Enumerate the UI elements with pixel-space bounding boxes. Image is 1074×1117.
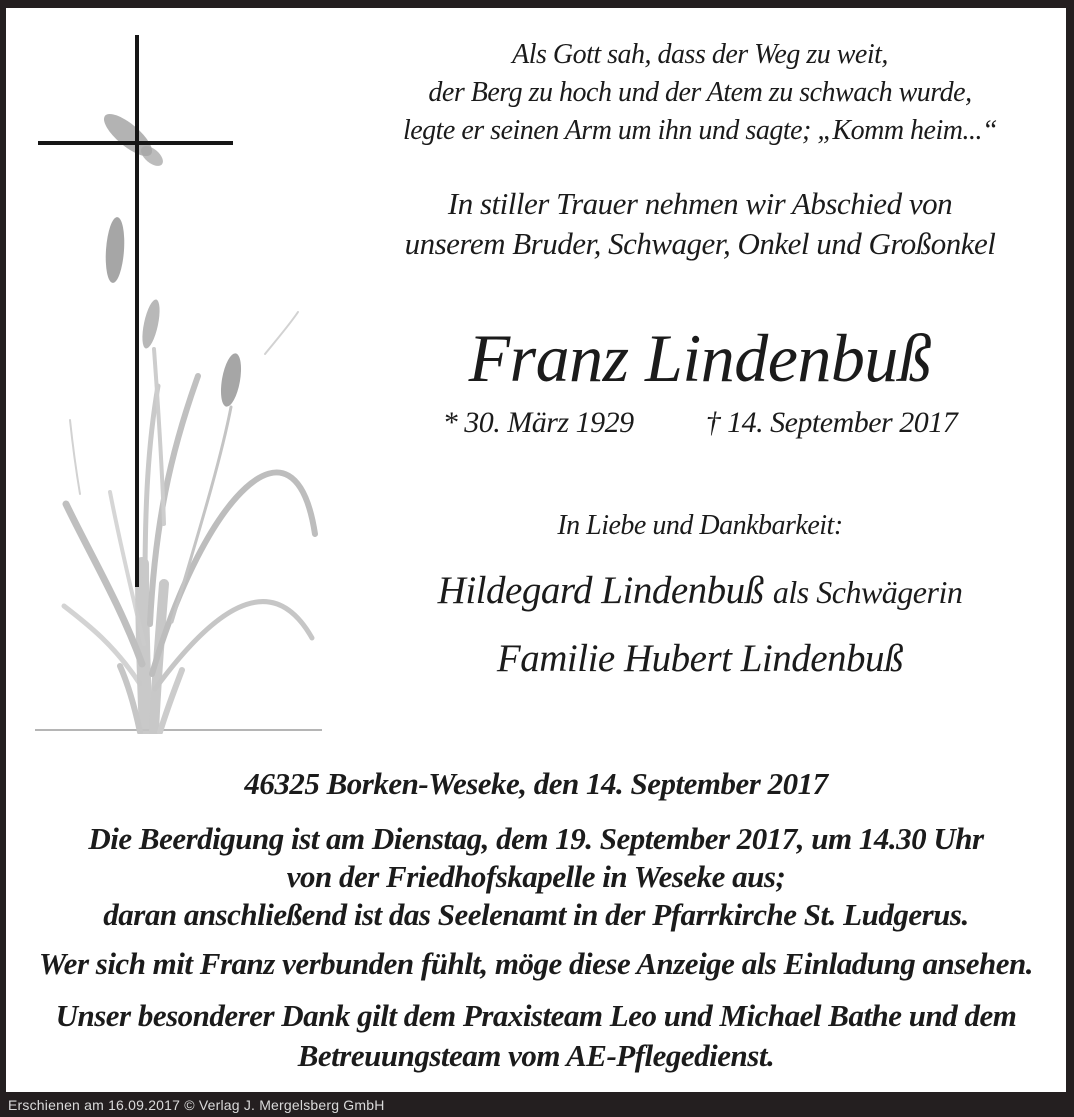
funeral-line: Die Beerdigung ist am Dienstag, dem 19. September 2017, um 14.30 Uhr [88,821,984,856]
life-dates [361,406,1039,440]
tribute-line: In Liebe und Dankbarkeit: [557,510,843,541]
mourner-name: Hildegard Lindenbuß [437,569,764,612]
poem-verse [361,36,1039,150]
cattail-heads-shape [98,107,245,408]
mourner-relation: als Schwägerin [772,574,963,610]
mourning-intro [361,184,1039,264]
mourner-family: Familie Hubert Lindenbuß [496,637,904,680]
intro-line: unserem Bruder, Schwager, Onkel und Großonkel [404,226,996,261]
cross-cattails-illustration [30,24,340,734]
funeral-line: daran anschließend ist das Seelenamt in der Pfarrkirche St. Ludgerus. [103,897,969,932]
intro-line: In stiller Trauer nehmen wir Abschied von [447,186,953,221]
mourner-primary [361,568,1039,613]
poem-line: Als Gott sah, dass der Weg zu weit, [512,39,888,70]
publisher-bar [0,1092,1074,1117]
place-date-line: 46325 Borken-Weseke, den 14. September 2017 [244,766,828,801]
deceased-name: Franz Lindenbuß [468,320,932,396]
plant-leaves-shape [64,312,315,689]
poem-line: der Berg zu hoch und der Atem zu schwach wurde, [428,77,972,108]
publisher-text: Erschienen am 16.09.2017 © Verlag J. Mergelsberg GmbH [8,1096,385,1113]
thanks-line: Unser besonderer Dank gilt dem Praxisteam Leo und Michael Bathe und dem [55,998,1017,1033]
funeral-line: von der Friedhofskapelle in Weseke aus; [286,859,786,894]
invitation-line: Wer sich mit Franz verbunden fühlt, möge diese Anzeige als Einladung ansehen. [38,946,1034,981]
death-date: † 14. September 2017 [705,406,958,439]
thanks-note [6,996,1066,1076]
poem-line: legte er seinen Arm um ihn und sagte; „Komm heim...“ [402,115,998,146]
funeral-details [6,820,1066,934]
birth-date: * 30. März 1929 [442,406,634,439]
obituary-paper [6,8,1066,1092]
thanks-line: Betreuungsteam vom AE-Pflegedienst. [297,1038,775,1073]
